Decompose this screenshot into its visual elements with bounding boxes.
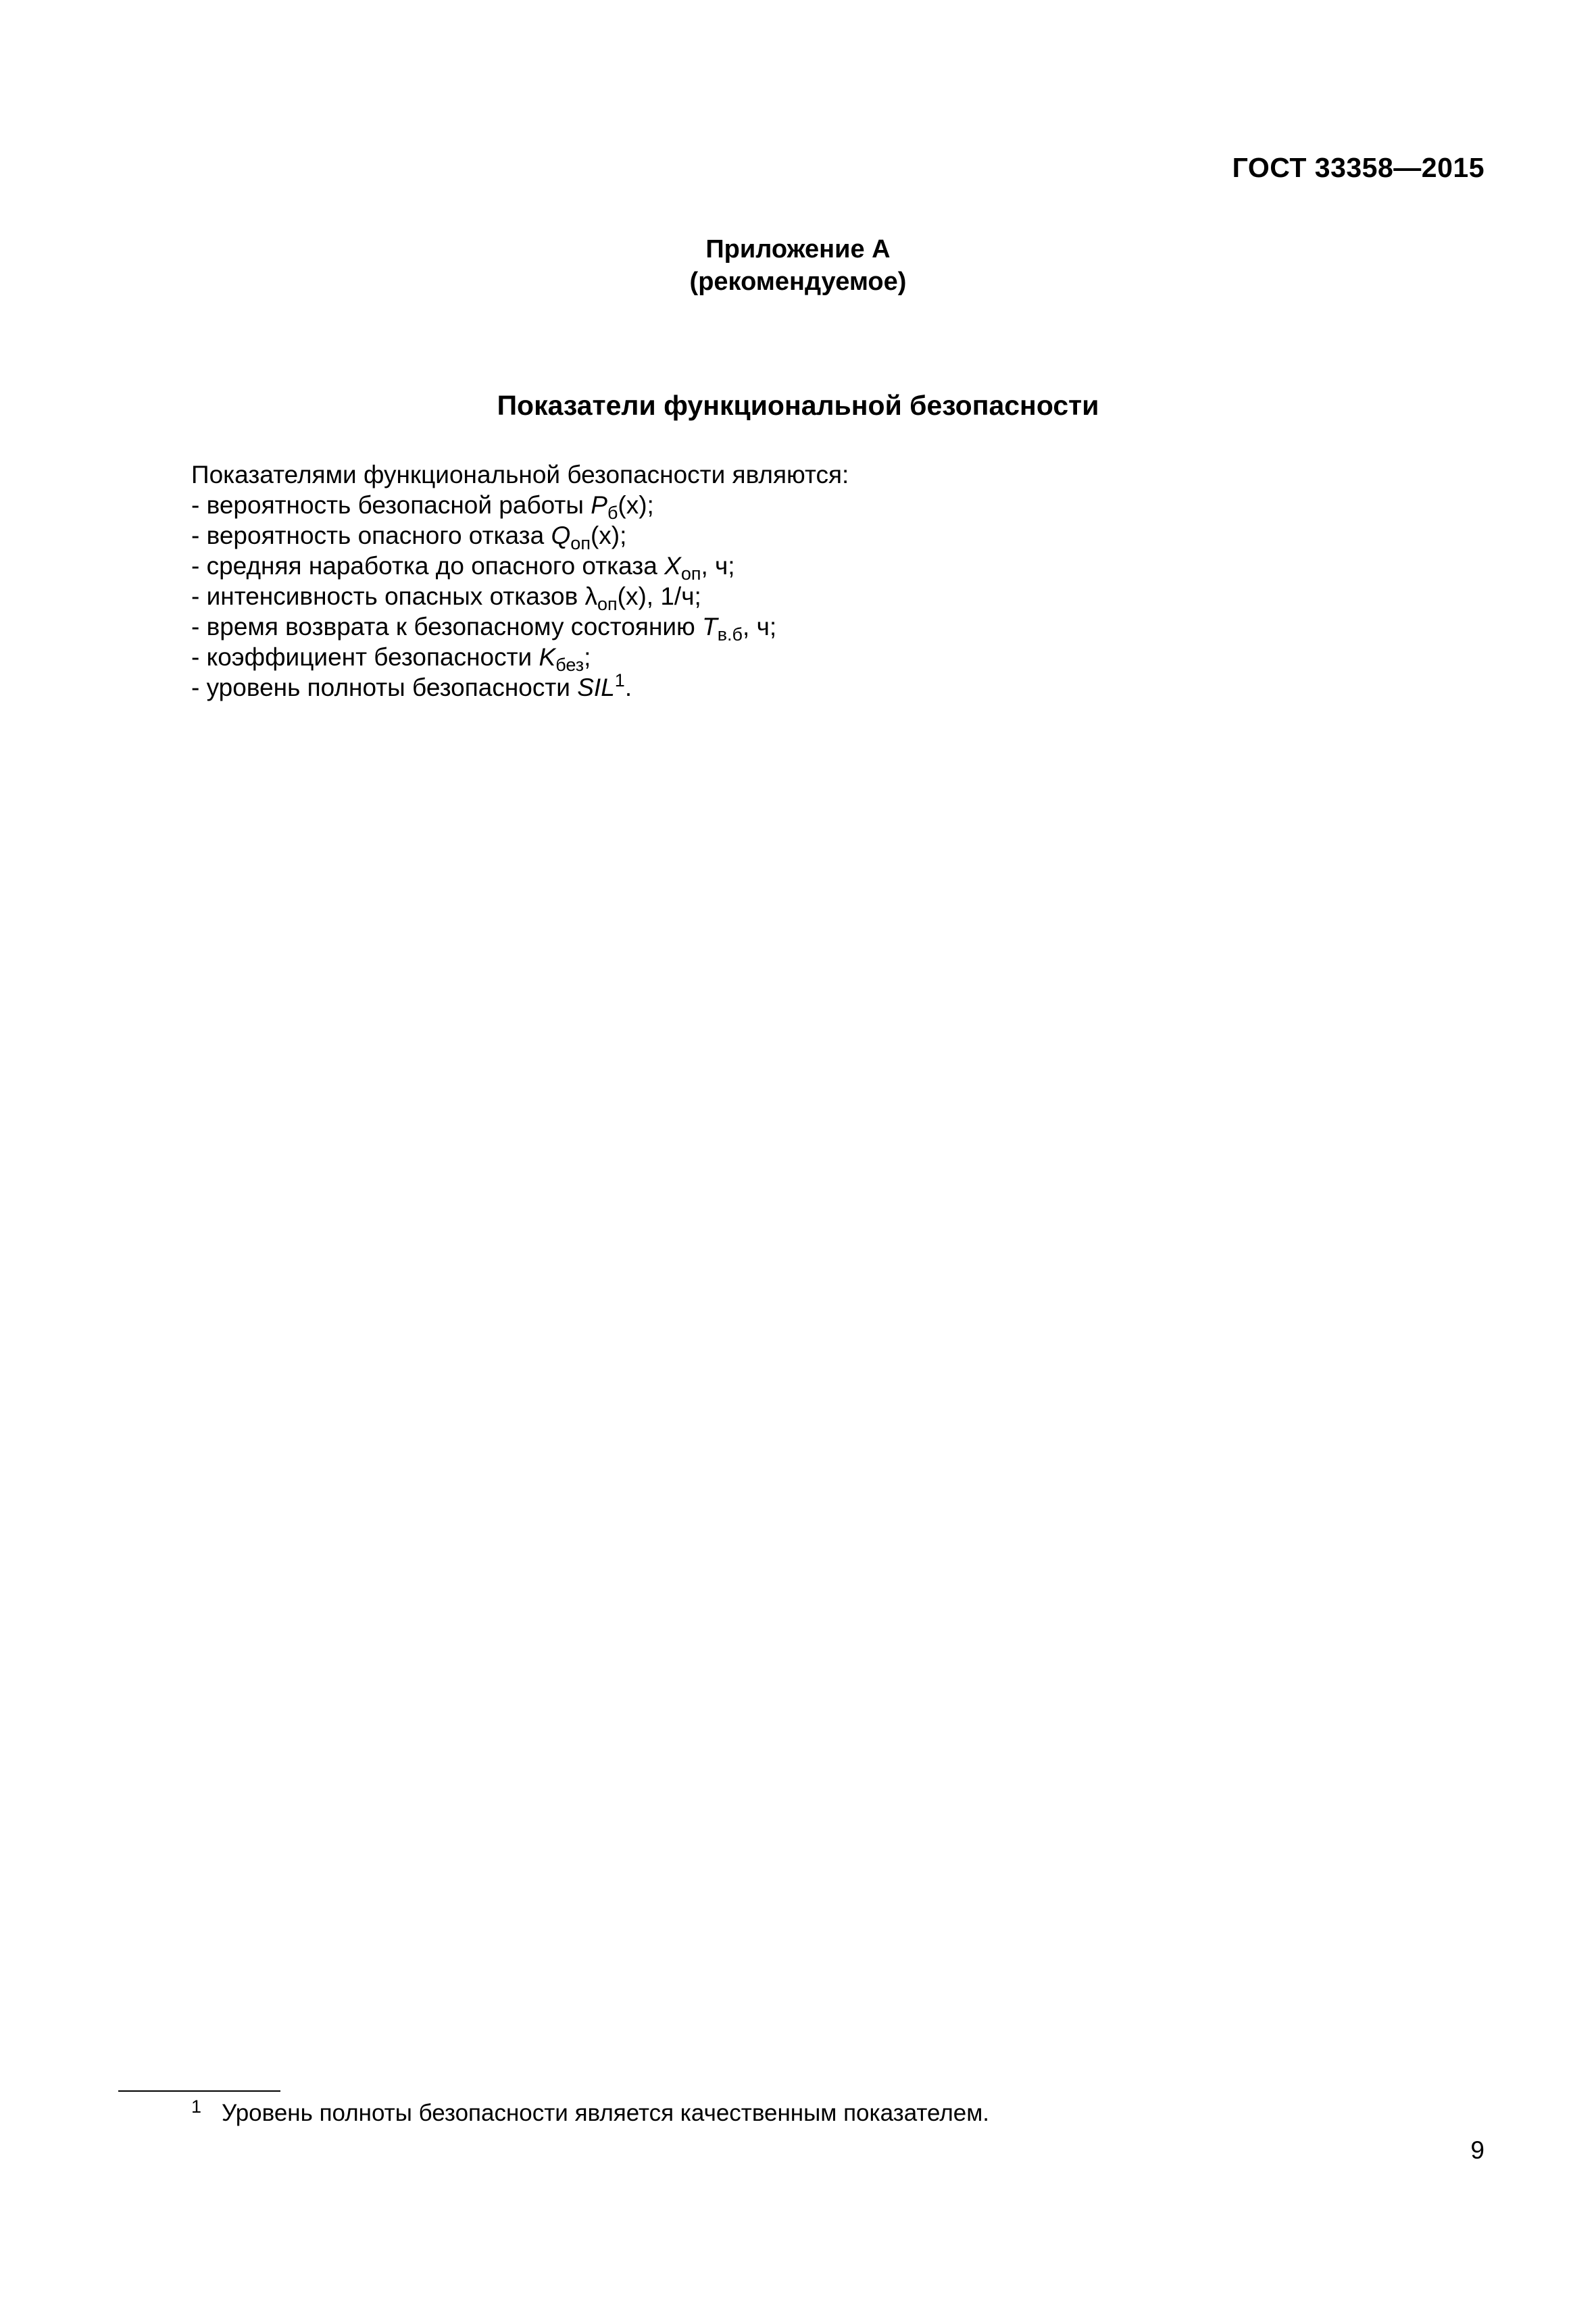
item-symbol: λ <box>584 582 598 610</box>
list-item <box>191 581 849 614</box>
list-item <box>191 520 849 551</box>
annex-heading <box>0 233 1596 298</box>
indicator-list <box>191 459 849 703</box>
list-intro: Показателями функциональной безопасности являются: <box>191 461 849 488</box>
annex-title: Приложение А <box>705 235 891 263</box>
item-suffix: (x); <box>590 522 627 549</box>
item-text: - вероятность опасного отказа <box>191 522 551 549</box>
footnote-text: Уровень полноты безопасности является качественным показателем. <box>222 2100 990 2126</box>
item-text: - уровень полноты безопасности <box>191 674 578 701</box>
section-title: Показатели функциональной безопасности <box>497 390 1099 421</box>
item-suffix: (x); <box>618 491 654 519</box>
list-item <box>191 611 849 645</box>
item-subscript: оп <box>570 533 591 553</box>
item-suffix: ; <box>584 643 591 671</box>
item-text: - интенсивность опасных отказов <box>191 582 585 610</box>
item-symbol: T <box>702 613 718 640</box>
item-subscript: б <box>607 503 618 523</box>
list-item <box>191 551 849 584</box>
item-text: - средняя наработка до опасного отказа <box>191 552 665 580</box>
item-text: - вероятность безопасной работы <box>191 491 591 519</box>
footnote-divider <box>118 2090 280 2092</box>
footnote-reference: 1 <box>614 670 625 690</box>
item-symbol: P <box>591 491 607 519</box>
item-subscript: оп <box>597 594 618 614</box>
list-item <box>191 642 849 675</box>
list-item <box>191 672 849 703</box>
item-symbol: K <box>539 643 556 671</box>
item-suffix: , ч; <box>743 613 777 640</box>
item-suffix: . <box>624 674 632 701</box>
standard-number: ГОСТ 33358—2015 <box>1232 152 1485 183</box>
item-symbol: X <box>664 552 681 580</box>
item-suffix: (x), 1/ч; <box>617 582 701 610</box>
item-text: - коэффициент безопасности <box>191 643 539 671</box>
item-symbol: SIL <box>577 674 615 701</box>
item-text: - время возврата к безопасному состоянию <box>191 613 703 640</box>
page-number: 9 <box>1470 2136 1485 2164</box>
list-item <box>191 490 849 523</box>
item-suffix: , ч; <box>701 552 735 580</box>
footnote: 1 Уровень полноты безопасности является качественным показателем. <box>191 2096 990 2126</box>
item-symbol: Q <box>551 522 571 549</box>
item-subscript: в.б <box>717 624 743 645</box>
item-subscript: оп <box>680 563 701 584</box>
annex-status: (рекомендуемое) <box>689 268 907 296</box>
item-subscript: без <box>555 655 584 675</box>
